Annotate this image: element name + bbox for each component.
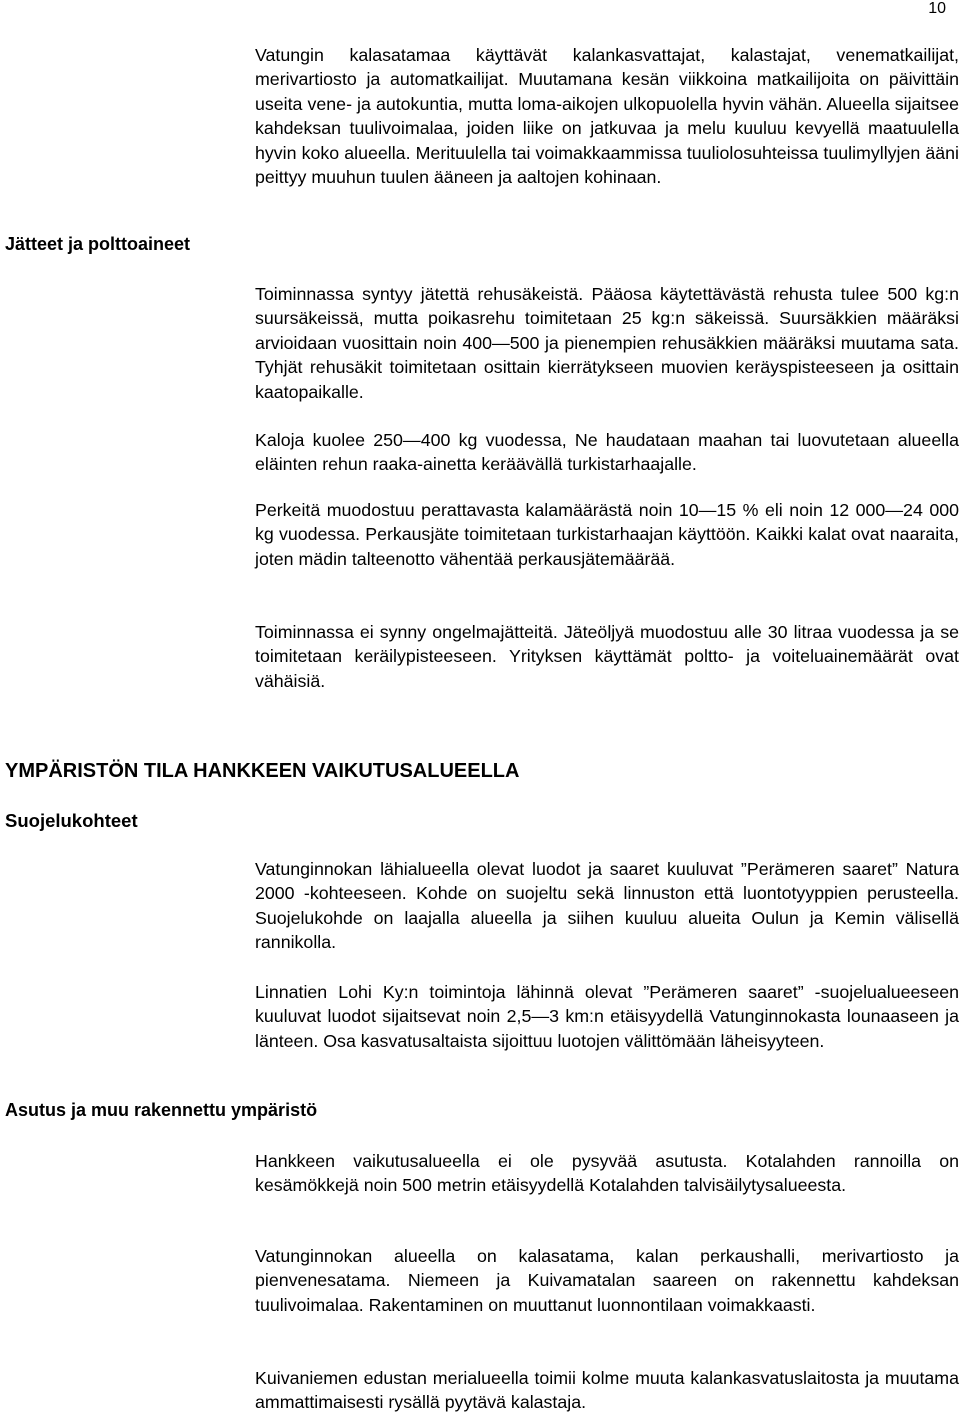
protection-paragraph-1: Vatunginnokan lähialueella olevat luodot ja saaret kuuluvat ”Perämeren saaret” Natura 2000 -kohteeseen. Kohde on suojeltu sekä linnuston että luontotyyppien perusteella. Suojelukohde on laajalla alueella ja siihen kuuluu alueita Oulun ja Kemin välisellä rannikolla. (255, 859, 959, 953)
environment-heading: YMPÄRISTÖN TILA HANKKEEN VAIKUTUSALUEELLA (5, 760, 520, 782)
settlement-paragraph-2: Vatunginnokan alueella on kalasatama, kalan perkaushalli, merivartiosto ja pienvenesatama. Niemeen ja Kuivamatalan saareen on rakennettu kahdeksan tuulivoimalaa. Rakentaminen on muuttanut luonnontilaan voimakkaasti. (255, 1246, 959, 1315)
settlement-heading: Asutus ja muu rakennettu ympäristö (5, 1100, 318, 1120)
page-number: 10 (928, 0, 946, 17)
protection-paragraph-2: Linnatien Lohi Ky:n toimintoja lähinnä olevat ”Perämeren saaret” -suojelualueeseen kuuluvat luodot sijaitsevat noin 2,5—3 km:n etäisyydellä Vatunginnokasta lounaaseen ja länteen. Osa kasvatusaltaista sijoittuu luotojen välittömään läheisyyteen. (255, 982, 959, 1051)
waste-paragraph-1: Toiminnassa syntyy jätettä rehusäkeistä. Pääosa käytettävästä rehusta tulee 500 kg:n suursäkeissä, mutta poikasrehu toimitetaan 25 kg:n säkeissä. Suursäkkien määräksi arvioidaan vuosittain noin 400—500 ja pienempien rehusäkkien määräksi muutama sata. Tyhjät rehusäkit toimitetaan osittain kierrätykseen muovien keräyspisteeseen ja osittain kaatopaikalle. (255, 284, 959, 402)
settlement-paragraph-3: Kuivaniemen edustan merialueella toimii kolme muuta kalankasvatuslaitosta ja muutama ammattimaisesti rysällä pyytävä kalastaja. (255, 1368, 959, 1413)
protection-heading: Suojelukohteet (5, 810, 138, 831)
waste-paragraph-3: Perkeitä muodostuu perattavasta kalamäärästä noin 10—15 % eli noin 12 000—24 000 kg vuodessa. Perkausjäte toimitetaan turkistarhaajan käyttöön. Kaikki kalat ovat naaraita, joten mädin talteenotto vähentää perkausjätemäärää. (255, 500, 959, 569)
waste-heading: Jätteet ja polttoaineet (5, 234, 191, 254)
intro-paragraph: Vatungin kalasatamaa käyttävät kalankasvattajat, kalastajat, venematkailijat, merivartiosto ja automatkailijat. Muutamana kesän viikkoina matkailijoita on päivittäin useita vene- ja autokuntia, mutta loma-aikojen ulkopuolella hyvin vähän. Alueella sijaitsee kahdeksan tuulivoimalaa, joiden liike on jatkuvaa ja melu kuuluu kevyellä maatuulella hyvin koko alueella. Merituulella tai voimakkaammissa tuuliolosuhteissa tuulimyllyjen ääni peittyy muuhun tuulen ääneen ja aaltojen kohinaan. (255, 45, 959, 188)
settlement-paragraph-1: Hankkeen vaikutusalueella ei ole pysyvää asutusta. Kotalahden rannoilla on kesämökkejä noin 500 metrin etäisyydellä Kotalahden talvisäilytysalueesta. (255, 1151, 959, 1196)
waste-paragraph-4: Toiminnassa ei synny ongelmajätteitä. Jäteöljyä muodostuu alle 30 litraa vuodessa ja se toimitetaan keräilypisteeseen. Yrityksen käyttämät poltto- ja voiteluainemäärät ovat vähäisiä. (255, 622, 959, 691)
waste-paragraph-2: Kaloja kuolee 250—400 kg vuodessa, Ne haudataan maahan tai luovutetaan alueella eläinten rehun raaka-ainetta keräävällä turkistarhaajalle. (255, 430, 959, 475)
